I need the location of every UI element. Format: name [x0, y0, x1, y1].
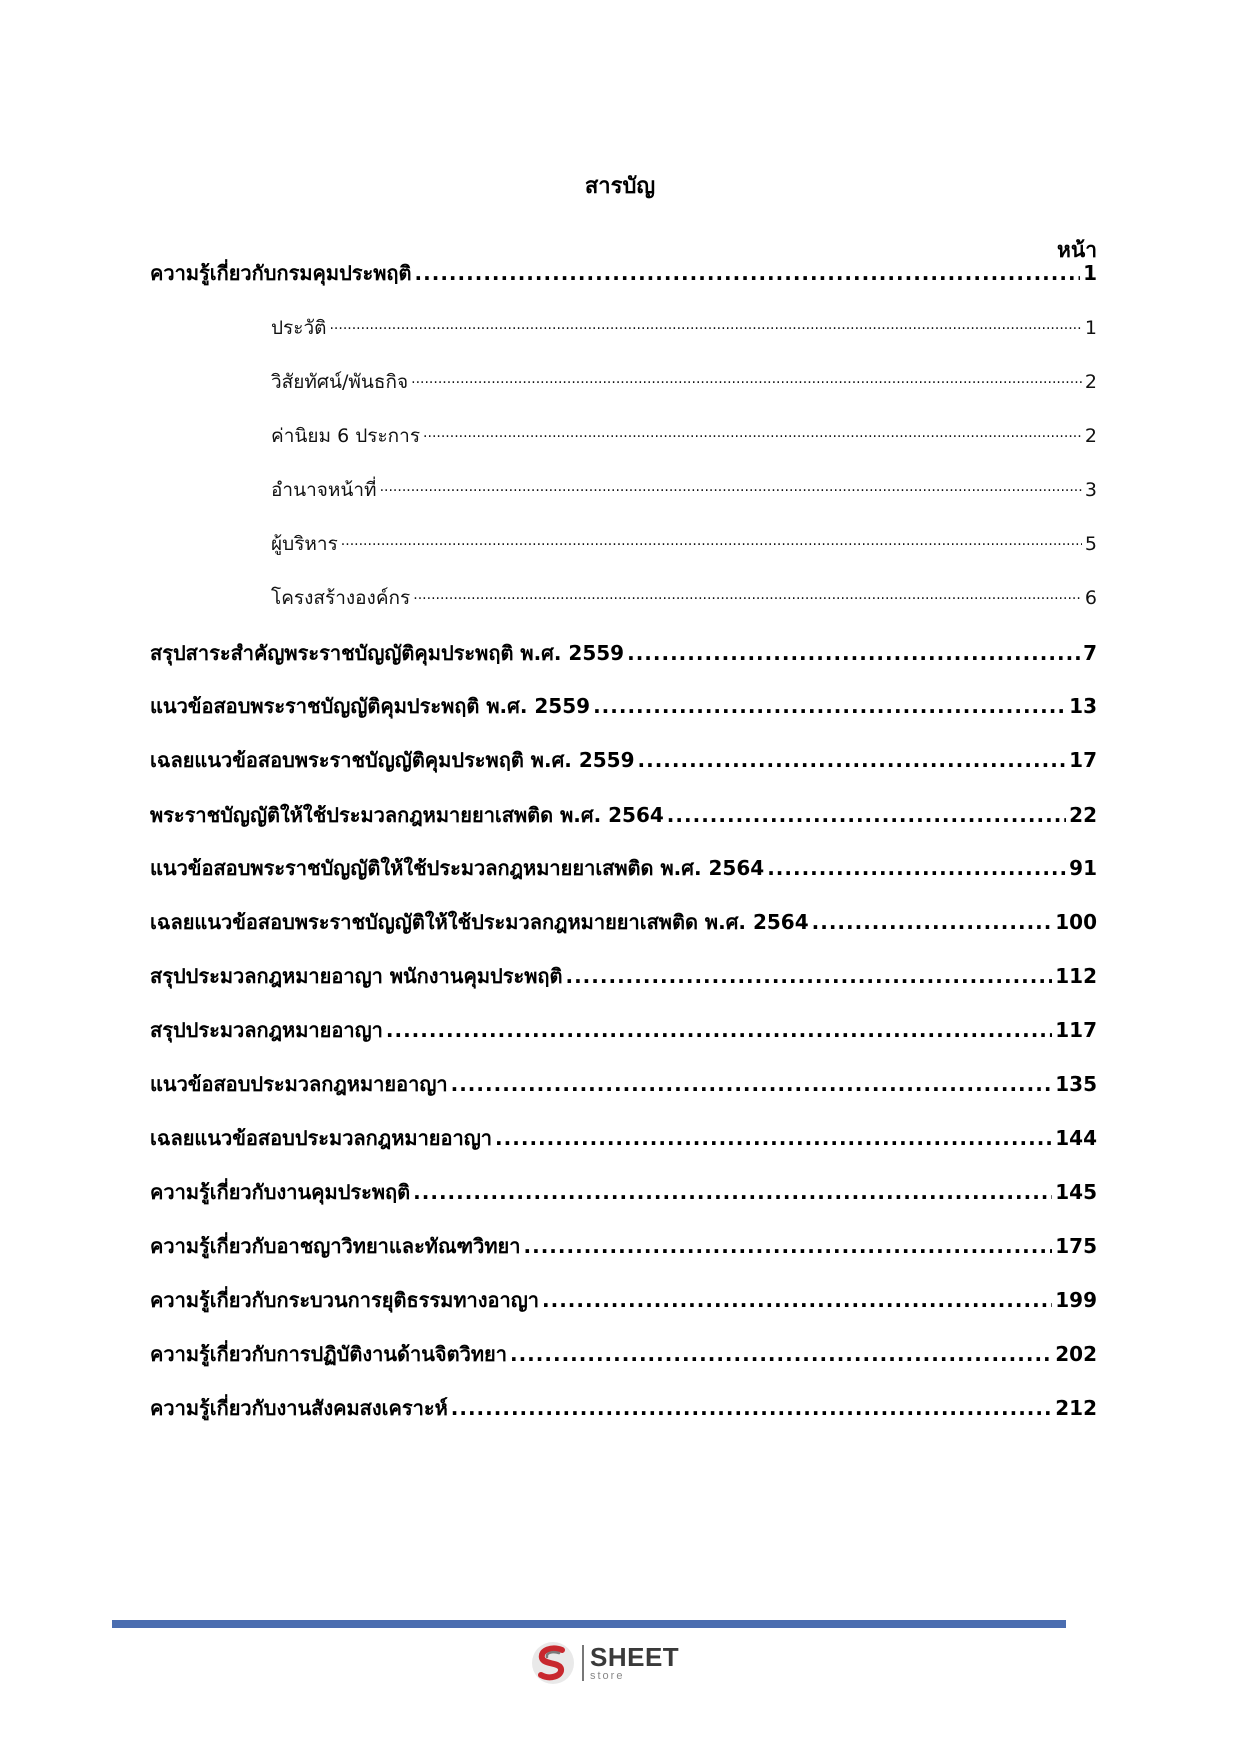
- dot-leader: [593, 691, 1066, 721]
- toc-row: [150, 691, 1097, 721]
- toc-entry-label: แนวข้อสอบพระราชบัญญัติให้ใช้ประมวลกฎหมายยาเสพติด พ.ศ. 2564: [150, 856, 765, 880]
- toc-entry-page-number: 1: [1084, 317, 1097, 339]
- toc-entry-page-number: 212: [1055, 1396, 1097, 1420]
- dot-leader: [413, 583, 1082, 613]
- dot-leader: [495, 1123, 1052, 1153]
- page-column-header: หน้า: [1057, 238, 1097, 262]
- dot-leader: [341, 529, 1082, 559]
- toc-entry-label: วิสัยทัศน์/พันธกิจ: [271, 371, 409, 393]
- dot-leader: [386, 1015, 1052, 1045]
- toc-row: [271, 421, 1097, 451]
- sheet-store-logo-icon: [530, 1640, 576, 1686]
- toc-entry-label: อำนาจหน้าที่: [271, 479, 377, 501]
- toc-row: [271, 313, 1097, 343]
- dot-leader: [638, 745, 1067, 775]
- toc-row: [150, 1069, 1097, 1099]
- dot-leader: [627, 638, 1080, 668]
- toc-entry-label: พระราชบัญญัติให้ใช้ประมวลกฎหมายยาเสพติด พ.ศ. 2564: [150, 803, 664, 827]
- dot-leader: [767, 853, 1066, 883]
- footer-rule: [112, 1620, 1066, 1628]
- dot-leader: [380, 475, 1082, 505]
- toc-entry-label: ความรู้เกี่ยวกับอาชญาวิทยาและทัณฑวิทยา: [150, 1234, 521, 1258]
- toc-entry-label: ความรู้เกี่ยวกับงานสังคมสงเคราะห์: [150, 1396, 448, 1420]
- toc-entry-page-number: 91: [1069, 856, 1097, 880]
- toc-entry-page-number: 199: [1055, 1288, 1097, 1312]
- toc-row: [150, 853, 1097, 883]
- dot-leader: [812, 907, 1053, 937]
- toc-entry-label: โครงสร้างองค์กร: [271, 587, 411, 609]
- toc-entry-label: เฉลยแนวข้อสอบพระราชบัญญัติคุมประพฤติ พ.ศ. 2559: [150, 748, 635, 772]
- toc-entry-page-number: 7: [1083, 641, 1097, 665]
- toc-entry-page-number: 145: [1055, 1180, 1097, 1204]
- toc-row: [150, 800, 1097, 830]
- toc-row: [150, 1231, 1097, 1261]
- logo-subtext: store: [590, 1670, 625, 1682]
- toc-row: [150, 258, 1097, 288]
- dot-leader: [411, 367, 1082, 397]
- toc-row: [150, 745, 1097, 775]
- toc-entry-page-number: 5: [1084, 533, 1097, 555]
- toc-entry-page-number: 135: [1055, 1072, 1097, 1096]
- toc-entry-label: สรุปประมวลกฎหมายอาญา: [150, 1018, 383, 1042]
- toc-entry-page-number: 22: [1069, 803, 1097, 827]
- toc-row: [150, 1339, 1097, 1369]
- dot-leader: [542, 1285, 1052, 1315]
- toc-entry-label: ค่านิยม 6 ประการ: [271, 425, 421, 447]
- toc-entry-label: ประวัติ: [271, 317, 327, 339]
- dot-leader: [451, 1393, 1052, 1423]
- toc-entry-label: สรุปประมวลกฎหมายอาญา พนักงานคุมประพฤติ: [150, 964, 563, 988]
- toc-row: [150, 638, 1097, 668]
- toc-row: [271, 475, 1097, 505]
- toc-entry-label: แนวข้อสอบประมวลกฎหมายอาญา: [150, 1072, 448, 1096]
- dot-leader: [667, 800, 1066, 830]
- toc-entry-label: ความรู้เกี่ยวกับกระบวนการยุติธรรมทางอาญา: [150, 1288, 540, 1312]
- toc-row: [150, 1123, 1097, 1153]
- dot-leader: [451, 1069, 1053, 1099]
- toc-entry-page-number: 3: [1084, 479, 1097, 501]
- toc-entry-page-number: 2: [1084, 371, 1097, 393]
- toc-entry-page-number: 100: [1055, 910, 1097, 934]
- toc-row: [150, 907, 1097, 937]
- toc-entry-page-number: 144: [1055, 1126, 1097, 1150]
- toc-entry-page-number: 1: [1083, 261, 1097, 285]
- toc-row: [271, 583, 1097, 613]
- toc-entry-label: ความรู้เกี่ยวกับงานคุมประพฤติ: [150, 1180, 411, 1204]
- toc-entry-page-number: 17: [1069, 748, 1097, 772]
- toc-entry-page-number: 13: [1069, 694, 1097, 718]
- toc-entry-page-number: 202: [1055, 1342, 1097, 1366]
- toc-entry-label: สรุปสาระสำคัญพระราชบัญญัติคุมประพฤติ พ.ศ. 2559: [150, 641, 625, 665]
- dot-leader: [510, 1339, 1052, 1369]
- logo-divider: [582, 1645, 584, 1681]
- toc-entry-page-number: 112: [1055, 964, 1097, 988]
- dot-leader: [413, 1177, 1052, 1207]
- toc-entry-label: แนวข้อสอบพระราชบัญญัติคุมประพฤติ พ.ศ. 2559: [150, 694, 591, 718]
- toc-entry-label: ผู้บริหาร: [271, 533, 338, 555]
- toc-row: [150, 1015, 1097, 1045]
- toc-row: [150, 1393, 1097, 1423]
- toc-entry-page-number: 117: [1055, 1018, 1097, 1042]
- dot-leader: [524, 1231, 1053, 1261]
- logo-text: SHEET: [590, 1642, 680, 1672]
- toc-row: [150, 961, 1097, 991]
- toc-entry-label: เฉลยแนวข้อสอบประมวลกฎหมายอาญา: [150, 1126, 493, 1150]
- toc-row: [150, 1285, 1097, 1315]
- toc-entry-page-number: 6: [1084, 587, 1097, 609]
- toc-entry-page-number: 175: [1055, 1234, 1097, 1258]
- toc-row: [150, 1177, 1097, 1207]
- dot-leader: [415, 258, 1081, 288]
- dot-leader: [565, 961, 1052, 991]
- toc-row: [271, 529, 1097, 559]
- toc-entry-page-number: 2: [1084, 425, 1097, 447]
- toc-entry-label: เฉลยแนวข้อสอบพระราชบัญญัติให้ใช้ประมวลกฎหมายยาเสพติด พ.ศ. 2564: [150, 910, 809, 934]
- toc-row: [271, 367, 1097, 397]
- toc-entry-label: ความรู้เกี่ยวกับการปฏิบัติงานด้านจิตวิทยา: [150, 1342, 507, 1366]
- toc-entry-label: ความรู้เกี่ยวกับกรมคุมประพฤติ: [150, 261, 412, 285]
- dot-leader: [329, 313, 1081, 343]
- dot-leader: [423, 421, 1082, 451]
- document-title: สารบัญ: [584, 174, 656, 199]
- sheet-store-logo: [530, 1638, 679, 1688]
